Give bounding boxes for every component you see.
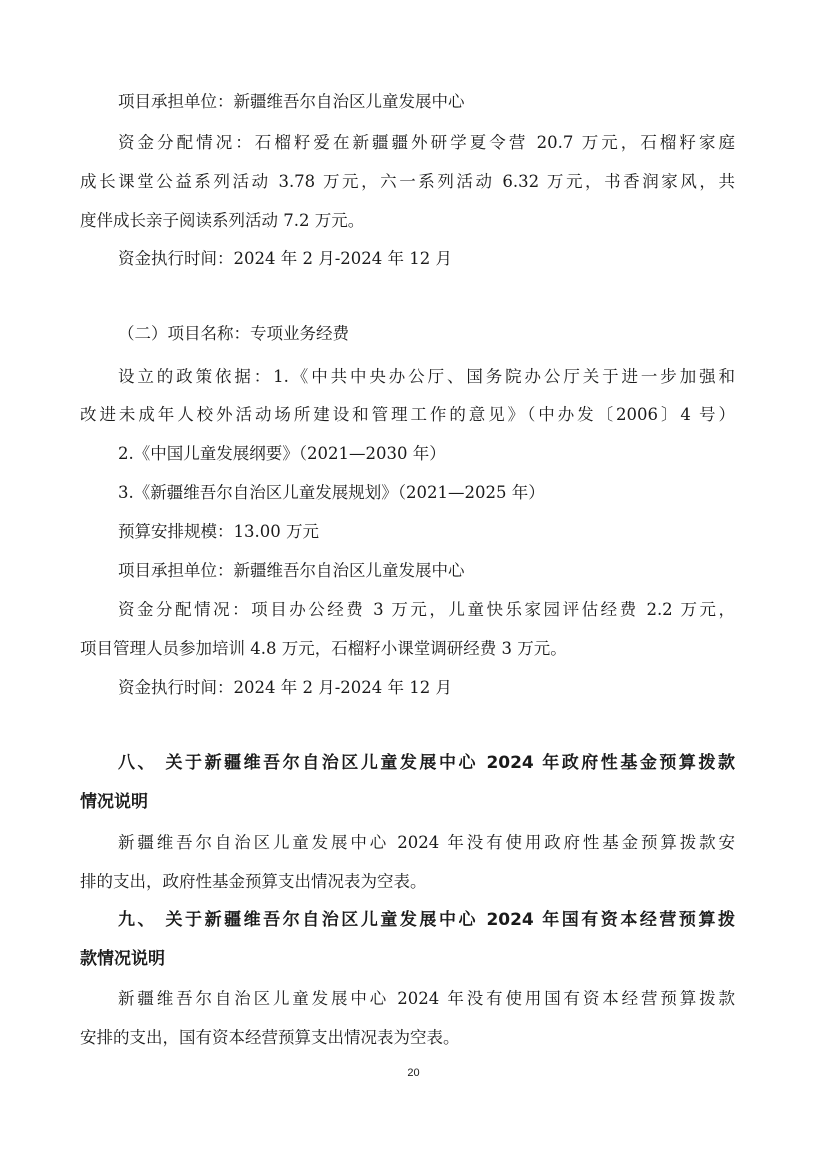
text-line: 2.《中国儿童发展纲要》（2021—2030 年） bbox=[118, 444, 446, 463]
text-line: 3.《新疆维吾尔自治区儿童发展规划》（2021—2025 年） bbox=[118, 483, 545, 502]
text-line: 项目承担单位：新疆维吾尔自治区儿童发展中心 bbox=[118, 92, 465, 111]
text-line: 新疆维吾尔自治区儿童发展中心 2024 年没有使用国有资本经营预算拨款 bbox=[118, 989, 735, 1008]
text-line: 资金执行时间：2024 年 2 月-2024 年 12 月 bbox=[118, 249, 453, 268]
text-line: 成长课堂公益系列活动 3.78 万元，六一系列活动 6.32 万元，书香润家风，共 bbox=[80, 172, 735, 191]
section-heading: 八、 关于新疆维吾尔自治区儿童发展中心 2024 年政府性基金预算拨款 bbox=[118, 753, 735, 773]
section-heading: 九、 关于新疆维吾尔自治区儿童发展中心 2024 年国有资本经营预算拨 bbox=[118, 910, 735, 930]
text-line: 资金分配情况：项目办公经费 3 万元，儿童快乐家园评估经费 2.2 万元， bbox=[118, 600, 735, 619]
page-number: 20 bbox=[407, 1067, 420, 1079]
text-line: 安排的支出，国有资本经营预算支出情况表为空表。 bbox=[80, 1028, 460, 1047]
text-line: 排的支出，政府性基金预算支出情况表为空表。 bbox=[80, 872, 427, 891]
text-line: 预算安排规模：13.00 万元 bbox=[118, 522, 319, 541]
text-line: 项目承担单位：新疆维吾尔自治区儿童发展中心 bbox=[118, 561, 465, 580]
text-line: 项目管理人员参加培训 4.8 万元，石榴籽小课堂调研经费 3 万元。 bbox=[80, 639, 567, 658]
section-subheading: （二）项目名称：专项业务经费 bbox=[118, 324, 349, 343]
section-heading: 款情况说明 bbox=[80, 949, 165, 969]
section-heading: 情况说明 bbox=[80, 792, 148, 812]
text-line: 度伴成长亲子阅读系列活动 7.2 万元。 bbox=[80, 211, 365, 230]
text-line: 设立的政策依据：1.《中共中央办公厅、国务院办公厅关于进一步加强和 bbox=[118, 367, 735, 386]
text-line: 新疆维吾尔自治区儿童发展中心 2024 年没有使用政府性基金预算拨款安 bbox=[118, 833, 735, 852]
text-line: 改进未成年人校外活动场所建设和管理工作的意见》（中办发〔2006〕4 号） bbox=[80, 405, 735, 424]
text-line: 资金分配情况：石榴籽爱在新疆疆外研学夏令营 20.7 万元，石榴籽家庭 bbox=[118, 133, 735, 152]
text-line: 资金执行时间：2024 年 2 月-2024 年 12 月 bbox=[118, 678, 453, 697]
